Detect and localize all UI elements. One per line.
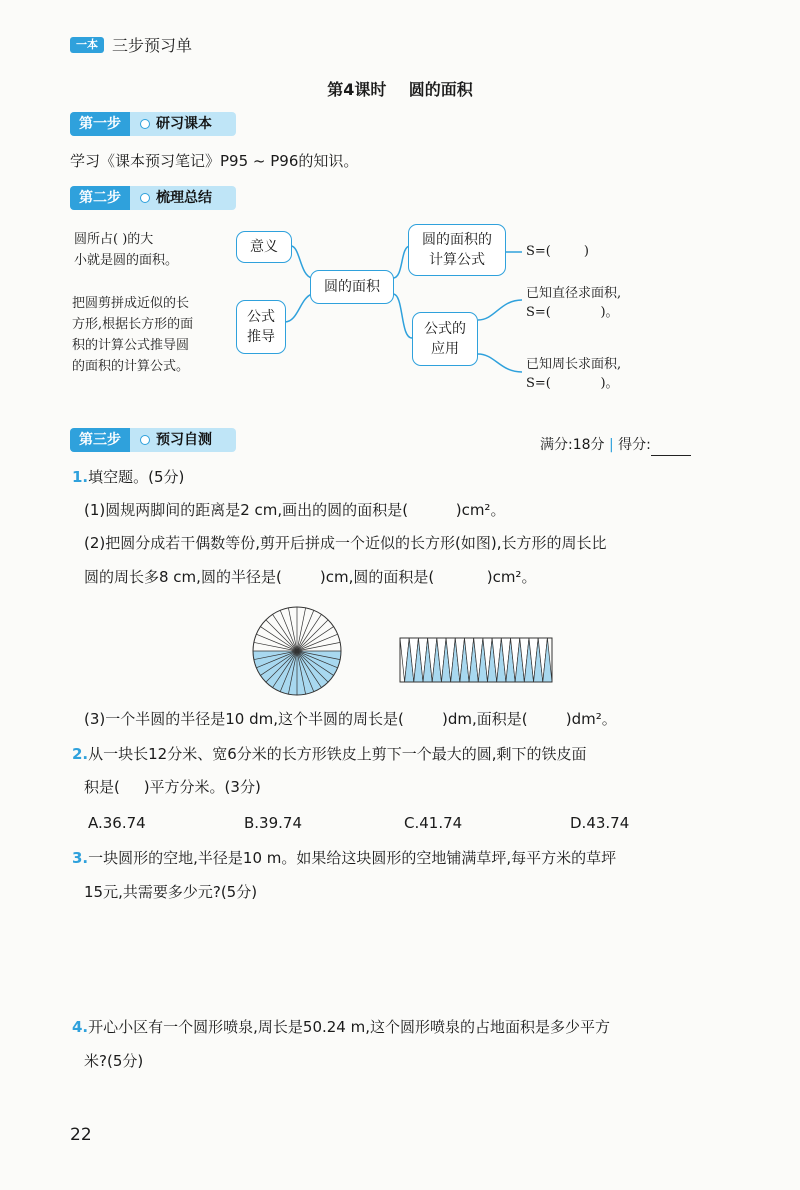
meaning-note-line: 圆所占( )的大 (74, 232, 154, 247)
node-center-label: 圆的面积 (324, 279, 380, 295)
lesson-title: 第4课时 圆的面积 (327, 80, 473, 99)
question-1-2-line1: (2)把圆分成若干偶数等份,剪开后拼成一个近似的长方形(如图),长方形的周长比 (84, 534, 607, 552)
question-4-line1 (72, 1016, 610, 1038)
node-derivation-label: 推导 (247, 329, 275, 345)
node-application-label: 应用 (431, 341, 459, 357)
derivation-note (72, 293, 193, 377)
step3-name: 预习自测 (156, 432, 212, 448)
node-meaning-label: 意义 (250, 239, 278, 255)
node-derivation-label: 公式 (247, 309, 275, 325)
question-2-line1 (72, 743, 587, 765)
application-diameter-line: 已知直径求面积, (526, 286, 622, 301)
derivation-note-line: 方形,根据长方形的面 (72, 317, 194, 332)
step2-name: 梳理总结 (156, 190, 212, 206)
application-circumference-line: S=( )。 (526, 376, 619, 391)
circle-to-rectangle-figure (250, 604, 570, 700)
question-1-2-line2: 圆的周长多8 cm,圆的半径是( )cm,圆的面积是( )cm²。 (84, 568, 537, 586)
step3-dot-icon (140, 435, 150, 445)
derivation-note-line: 积的计算公式推导圆 (72, 338, 190, 353)
node-center (310, 270, 394, 304)
question-3-line1 (72, 847, 616, 869)
brand-badge: 一本 (70, 37, 104, 53)
question-2-option-c[interactable]: C.41.74 (404, 814, 463, 832)
application-circumference-line: 已知周长求面积, (526, 357, 622, 372)
step1-text: 学习《课本预习笔记》P95 ~ P96的知识。 (70, 152, 359, 170)
page-number: 22 (70, 1125, 92, 1145)
step1-name: 研习课本 (156, 116, 212, 132)
circle-sector-line (297, 620, 328, 651)
question-number: 2. (72, 745, 89, 763)
step3-banner (70, 428, 236, 452)
question-1-3: (3)一个半圆的半径是10 dm,这个半圆的周长是( )dm,面积是( )dm²。 (84, 710, 617, 728)
question-1 (72, 466, 184, 488)
question-number: 3. (72, 849, 89, 867)
question-2-line2: 积是( )平方分米。(3分) (84, 778, 261, 796)
node-formula-label: 圆的面积的 (422, 232, 492, 248)
step3-number: 第三步 (70, 428, 130, 452)
node-formula (408, 224, 506, 276)
derivation-note-line: 把圆剪拼成近似的长 (72, 296, 190, 311)
question-3-line2: 15元,共需要多少元?(5分) (84, 883, 258, 901)
question-text: 填空题。(5分) (88, 468, 185, 486)
score-box (540, 434, 691, 456)
question-text: 一块圆形的空地,半径是10 m。如果给这块圆形的空地铺满草坪,每平方米的草坪 (88, 849, 617, 867)
step1-number: 第一步 (70, 112, 130, 136)
question-2-option-b[interactable]: B.39.74 (244, 814, 303, 832)
application-circumference (526, 355, 621, 393)
score-full: 满分:18分 (540, 437, 605, 453)
question-text: 开心小区有一个圆形喷泉,周长是50.24 m,这个圆形喷泉的占地面积是多少平方 (88, 1018, 611, 1036)
brand-name: 三步预习单 (112, 36, 193, 55)
score-blank[interactable] (651, 441, 691, 456)
circle-sector-line (266, 620, 297, 651)
meaning-note-line: 小就是圆的面积。 (74, 253, 179, 268)
node-derivation (236, 300, 286, 354)
step2-number: 第二步 (70, 186, 130, 210)
formula-result: S=( ) (526, 244, 590, 259)
question-1-1: (1)圆规两脚间的距离是2 cm,画出的圆的面积是( )cm²。 (84, 501, 506, 519)
question-4-line2: 米?(5分) (84, 1052, 144, 1070)
derivation-note-line: 的面积的计算公式。 (72, 359, 190, 374)
question-number: 1. (72, 468, 89, 486)
node-application (412, 312, 478, 366)
question-text: 从一块长12分米、宽6分米的长方形铁皮上剪下一个最大的圆,剩下的铁皮面 (88, 745, 587, 763)
node-meaning (236, 231, 292, 263)
question-2-option-d[interactable]: D.43.74 (570, 814, 630, 832)
application-diameter-line: S=( )。 (526, 305, 619, 320)
application-diameter (526, 284, 621, 322)
meaning-note (74, 229, 178, 271)
node-formula-label: 计算公式 (429, 252, 485, 268)
score-label: 得分: (618, 437, 651, 453)
score-separator: | (608, 437, 614, 453)
node-application-label: 公式的 (424, 321, 466, 337)
question-2-option-a[interactable]: A.36.74 (88, 814, 146, 832)
question-number: 4. (72, 1018, 89, 1036)
